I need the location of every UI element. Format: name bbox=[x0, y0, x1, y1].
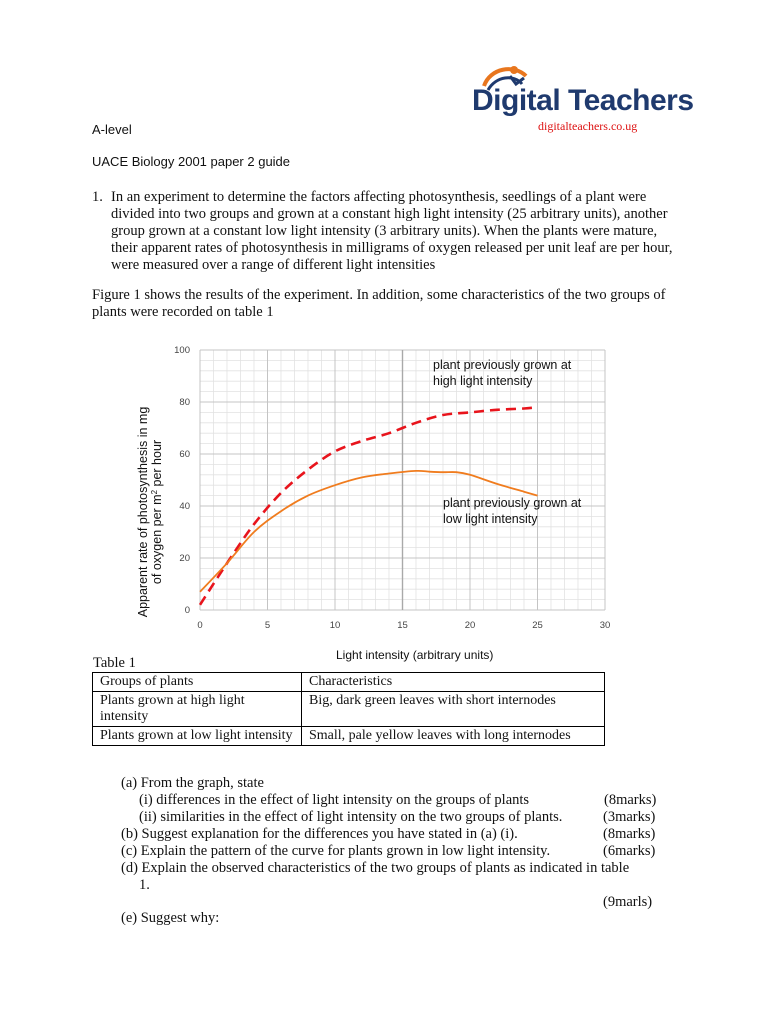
logo-name: Digital Teachers bbox=[472, 84, 694, 117]
x-tick-label: 30 bbox=[599, 620, 611, 631]
table-header-cell: Groups of plants bbox=[93, 673, 302, 692]
question-b-marks: (8marks) bbox=[603, 826, 656, 842]
question-c-marks: (6marks) bbox=[603, 843, 656, 859]
table-caption: Table 1 bbox=[93, 655, 136, 671]
question-d-continued: 1. bbox=[139, 877, 150, 893]
y-tick-label: 20 bbox=[179, 553, 190, 564]
low-light-series-line bbox=[200, 471, 538, 592]
question-a-i-marks: (8marks) bbox=[604, 792, 657, 808]
question-d-marks: (9marls) bbox=[603, 894, 653, 910]
table-cell: Plants grown at low light intensity bbox=[93, 727, 302, 746]
y-axis-label-line2: of oxygen per $m^2$ per hour bbox=[149, 439, 164, 585]
question-a-ii-marks: (3marks) bbox=[603, 809, 656, 825]
question-b: (b) Suggest explanation for the differences you have stated in (a) (i). bbox=[121, 826, 518, 842]
y-tick-label: 60 bbox=[179, 449, 190, 460]
y-tick-label: 80 bbox=[179, 397, 190, 408]
chart-grid-major bbox=[200, 350, 605, 610]
x-tick-label: 20 bbox=[464, 620, 476, 631]
table-header-cell: Characteristics bbox=[302, 673, 605, 692]
table-cell: Small, pale yellow leaves with long internodes bbox=[302, 727, 605, 746]
figure-description: Figure 1 shows the results of the experiment. In addition, some characteristics of the two groups of plants were recorded on table 1 bbox=[92, 287, 666, 320]
series-label: low light intensity bbox=[443, 512, 538, 526]
level-heading: A-level bbox=[92, 122, 132, 137]
photosynthesis-chart bbox=[130, 338, 630, 668]
x-tick-label: 10 bbox=[329, 620, 341, 631]
question-a: (a) From the graph, state bbox=[121, 775, 264, 791]
y-tick-label: 0 bbox=[184, 605, 190, 616]
question-number: 1. bbox=[92, 189, 103, 205]
series-label: high light intensity bbox=[433, 374, 533, 388]
table-header-row bbox=[93, 673, 605, 692]
chart-tick-labels bbox=[174, 345, 610, 631]
x-tick-label: 5 bbox=[264, 620, 271, 631]
chart-series-labels bbox=[433, 358, 582, 526]
table-row bbox=[93, 692, 605, 727]
y-tick-label: 40 bbox=[179, 501, 190, 512]
table-cell: Big, dark green leaves with short internodes bbox=[302, 692, 605, 727]
x-axis-label: Light intensity (arbitrary units) bbox=[336, 648, 494, 662]
y-tick-label: 100 bbox=[174, 345, 190, 356]
logo-url: digitalteachers.co.ug bbox=[538, 119, 638, 133]
y-axis-label: Apparent rate of photosynthesis in mg bbox=[136, 406, 150, 618]
question-a-i: (i) differences in the effect of light intensity on the groups of plants bbox=[139, 792, 530, 808]
series-label: plant previously grown at bbox=[443, 496, 582, 510]
question-d: (d) Explain the observed characteristics of the two groups of plants as indicated in table bbox=[121, 860, 630, 876]
question-c: (c) Explain the pattern of the curve for plants grown in low light intensity. bbox=[121, 843, 551, 859]
table-row bbox=[93, 727, 605, 746]
question-text: In an experiment to determine the factors affecting photosynthesis, seedlings of a plant were divided into two groups and grown at a constant high light intensity (25 arbitrary units), another group grown at a constant low light intensity (3 arbitrary units). When the plants were mature, their apparent rates of photosynthesis in milligrams of oxygen released per unit leaf are per hour, were measured over a range of different light intensities bbox=[111, 189, 673, 273]
x-tick-label: 0 bbox=[197, 620, 203, 631]
table-cell: Plants grown at high light intensity bbox=[93, 692, 302, 727]
question-a-ii: (ii) similarities in the effect of light intensity on the two groups of plants. bbox=[139, 809, 563, 825]
guide-title: UACE Biology 2001 paper 2 guide bbox=[92, 154, 291, 169]
x-tick-label: 25 bbox=[532, 620, 543, 631]
x-tick-label: 15 bbox=[397, 620, 408, 631]
series-label: plant previously grown at bbox=[433, 358, 572, 372]
characteristics-table bbox=[92, 672, 605, 746]
question-e: (e) Suggest why: bbox=[121, 910, 220, 926]
